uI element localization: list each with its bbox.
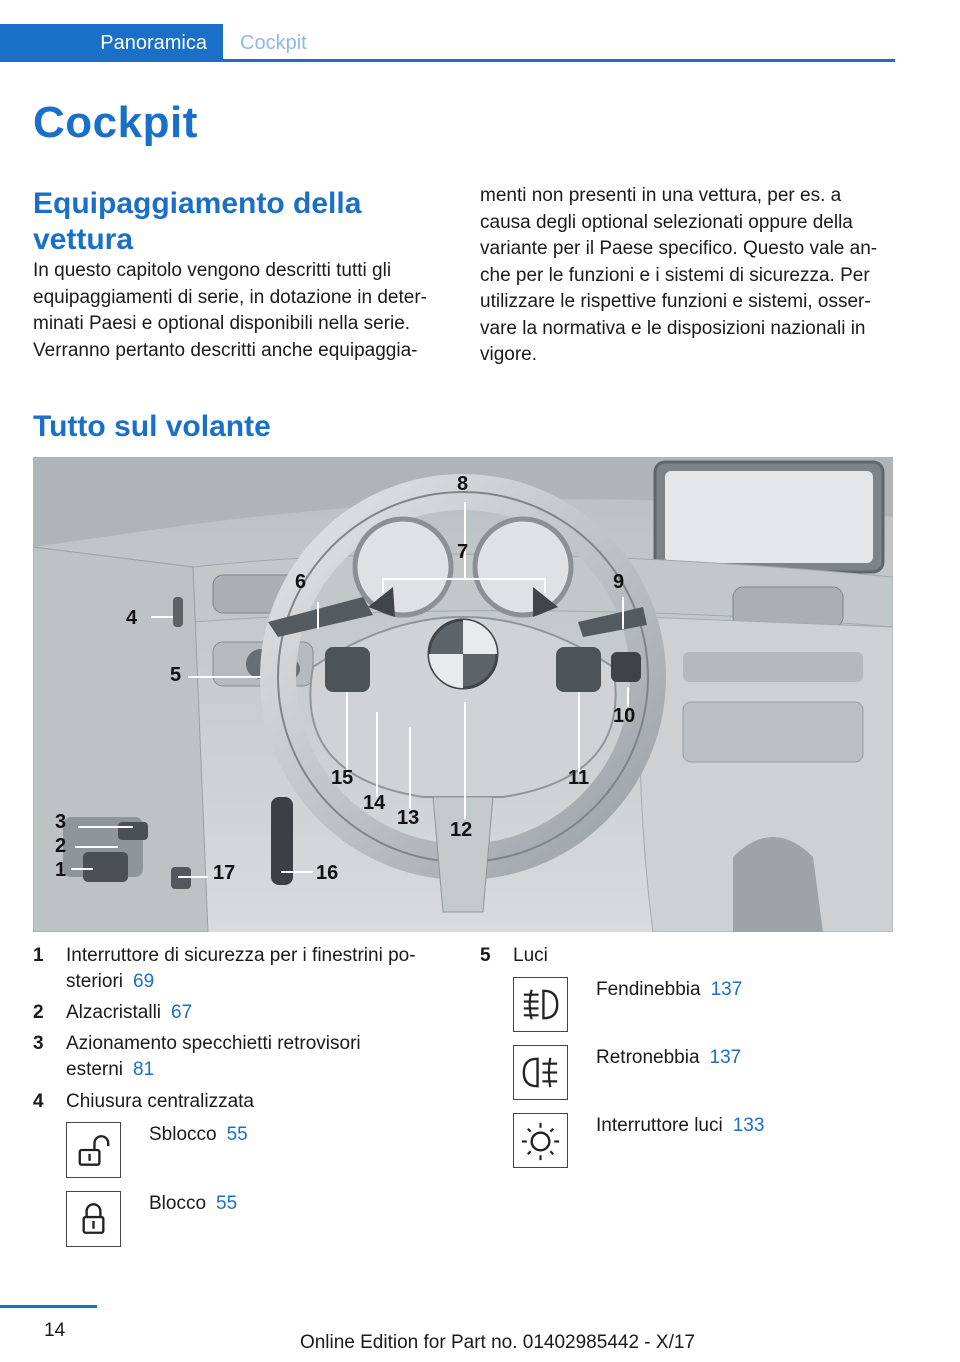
callout-15: 15 bbox=[331, 767, 354, 789]
page-ref-link[interactable]: 67 bbox=[171, 1002, 193, 1023]
callout-14: 14 bbox=[363, 792, 386, 814]
front-fog-light-label bbox=[596, 977, 742, 1003]
icon-label-text: Retronebbia bbox=[596, 1047, 700, 1068]
front-fog-light-icon bbox=[513, 977, 568, 1032]
callout-16: 16 bbox=[316, 862, 339, 884]
page-ref-link[interactable]: 69 bbox=[133, 971, 155, 992]
unlock-label bbox=[149, 1122, 248, 1148]
legend-item-2 bbox=[33, 1000, 453, 1030]
intro-line: vigore. bbox=[480, 344, 538, 365]
callout-7: 7 bbox=[457, 541, 469, 563]
callout-9: 9 bbox=[613, 571, 625, 593]
page-number: 14 bbox=[44, 1320, 66, 1341]
legend-number: 5 bbox=[480, 945, 491, 966]
callout-5: 5 bbox=[170, 664, 182, 686]
callout-8: 8 bbox=[457, 473, 469, 495]
legend-text-line: Alzacristalli bbox=[66, 1002, 162, 1023]
tab-cockpit[interactable]: Cockpit bbox=[240, 32, 307, 54]
callout-10: 10 bbox=[613, 705, 636, 727]
legend-text bbox=[66, 1000, 192, 1026]
lock-icon bbox=[66, 1191, 121, 1247]
icon-label-text: Interruttore luci bbox=[596, 1115, 723, 1136]
legend-number: 4 bbox=[33, 1091, 44, 1112]
legend-text-line: Azionamento specchietti retrovisori bbox=[66, 1033, 361, 1054]
legend-text-line: Interruttore di sicurezza per i finestrini po- bbox=[66, 945, 416, 966]
light-switch-label bbox=[596, 1113, 764, 1139]
intro-line: equipaggiamenti di serie, in dotazione in deter- bbox=[33, 286, 427, 308]
legend-item-3 bbox=[33, 1031, 453, 1091]
unlock-icon bbox=[66, 1122, 121, 1178]
callout-13: 13 bbox=[397, 807, 420, 829]
legend-text-line: steriori bbox=[66, 971, 124, 992]
callout-12: 12 bbox=[450, 819, 473, 841]
cockpit-drawing bbox=[33, 457, 893, 932]
intro-column-1 bbox=[33, 258, 453, 364]
icon-label-text: Fendinebbia bbox=[596, 979, 701, 1000]
intro-line: utilizzare le rispettive funzioni e sistemi, osser- bbox=[480, 291, 871, 312]
footer-rule bbox=[0, 1305, 97, 1308]
callout-3: 3 bbox=[55, 811, 67, 833]
intro-line: In questo capitolo vengono descritti tutti gli bbox=[33, 260, 392, 281]
section-title-line2: vettura bbox=[33, 223, 134, 256]
legend-number: 2 bbox=[33, 1002, 44, 1023]
intro-line: minati Paesi e optional disponibili nella serie. bbox=[33, 313, 411, 334]
page-ref-link[interactable]: 137 bbox=[709, 1047, 742, 1068]
page-ref-link[interactable]: 133 bbox=[732, 1115, 765, 1136]
legend-item-1 bbox=[33, 943, 453, 1003]
header-rule bbox=[0, 59, 895, 62]
intro-line: causa degli optional selezionati oppure della bbox=[480, 211, 853, 233]
callout-1: 1 bbox=[55, 859, 67, 881]
callout-6: 6 bbox=[295, 571, 307, 593]
page-ref-link[interactable]: 55 bbox=[216, 1193, 238, 1214]
legend-number: 3 bbox=[33, 1033, 44, 1054]
page-ref-link[interactable]: 81 bbox=[133, 1059, 155, 1080]
lock-label bbox=[149, 1191, 237, 1217]
rear-fog-light-label bbox=[596, 1045, 741, 1071]
section-title-line1: Equipaggiamento della bbox=[33, 187, 362, 220]
intro-line: variante per il Paese specifico. Questo vale an- bbox=[480, 238, 878, 259]
callout-11: 11 bbox=[568, 767, 590, 789]
legend-text bbox=[66, 943, 416, 995]
callout-2: 2 bbox=[55, 835, 67, 857]
intro-column-2 bbox=[480, 183, 900, 369]
intro-line: Verranno pertanto descritti anche equipaggia- bbox=[33, 339, 418, 361]
legend-number: 1 bbox=[33, 945, 44, 966]
callout-4: 4 bbox=[126, 607, 138, 629]
tab-panoramica[interactable]: Panoramica bbox=[0, 24, 223, 62]
legend-item-4 bbox=[33, 1089, 453, 1119]
icon-label-text: Sblocco bbox=[149, 1124, 217, 1145]
legend-text: Luci bbox=[513, 945, 548, 966]
header-tabs bbox=[0, 24, 895, 62]
intro-line: che per le funzioni e i sistemi di sicurezza. Per bbox=[480, 264, 870, 286]
section-title-equipment bbox=[33, 186, 361, 258]
cockpit-illustration bbox=[33, 457, 893, 932]
legend-text bbox=[66, 1031, 361, 1083]
page-ref-link[interactable]: 55 bbox=[226, 1124, 248, 1145]
icon-label-text: Blocco bbox=[149, 1193, 207, 1214]
page-ref-link[interactable]: 137 bbox=[710, 979, 743, 1000]
chapter-title: Cockpit bbox=[33, 98, 198, 147]
rear-fog-light-icon bbox=[513, 1045, 568, 1100]
intro-line: menti non presenti in una vettura, per es. a bbox=[480, 185, 842, 206]
section-title-steering: Tutto sul volante bbox=[33, 410, 271, 443]
intro-line: vare la normativa e le disposizioni nazionali in bbox=[480, 317, 866, 339]
light-switch-icon bbox=[513, 1113, 568, 1168]
legend-text: Chiusura centralizzata bbox=[66, 1091, 254, 1112]
edition-note: Online Edition for Part no. 01402985442 - X/17 bbox=[299, 1332, 695, 1353]
callout-17: 17 bbox=[213, 862, 236, 884]
legend-item-5 bbox=[480, 943, 900, 973]
legend-text-line: esterni bbox=[66, 1059, 124, 1080]
